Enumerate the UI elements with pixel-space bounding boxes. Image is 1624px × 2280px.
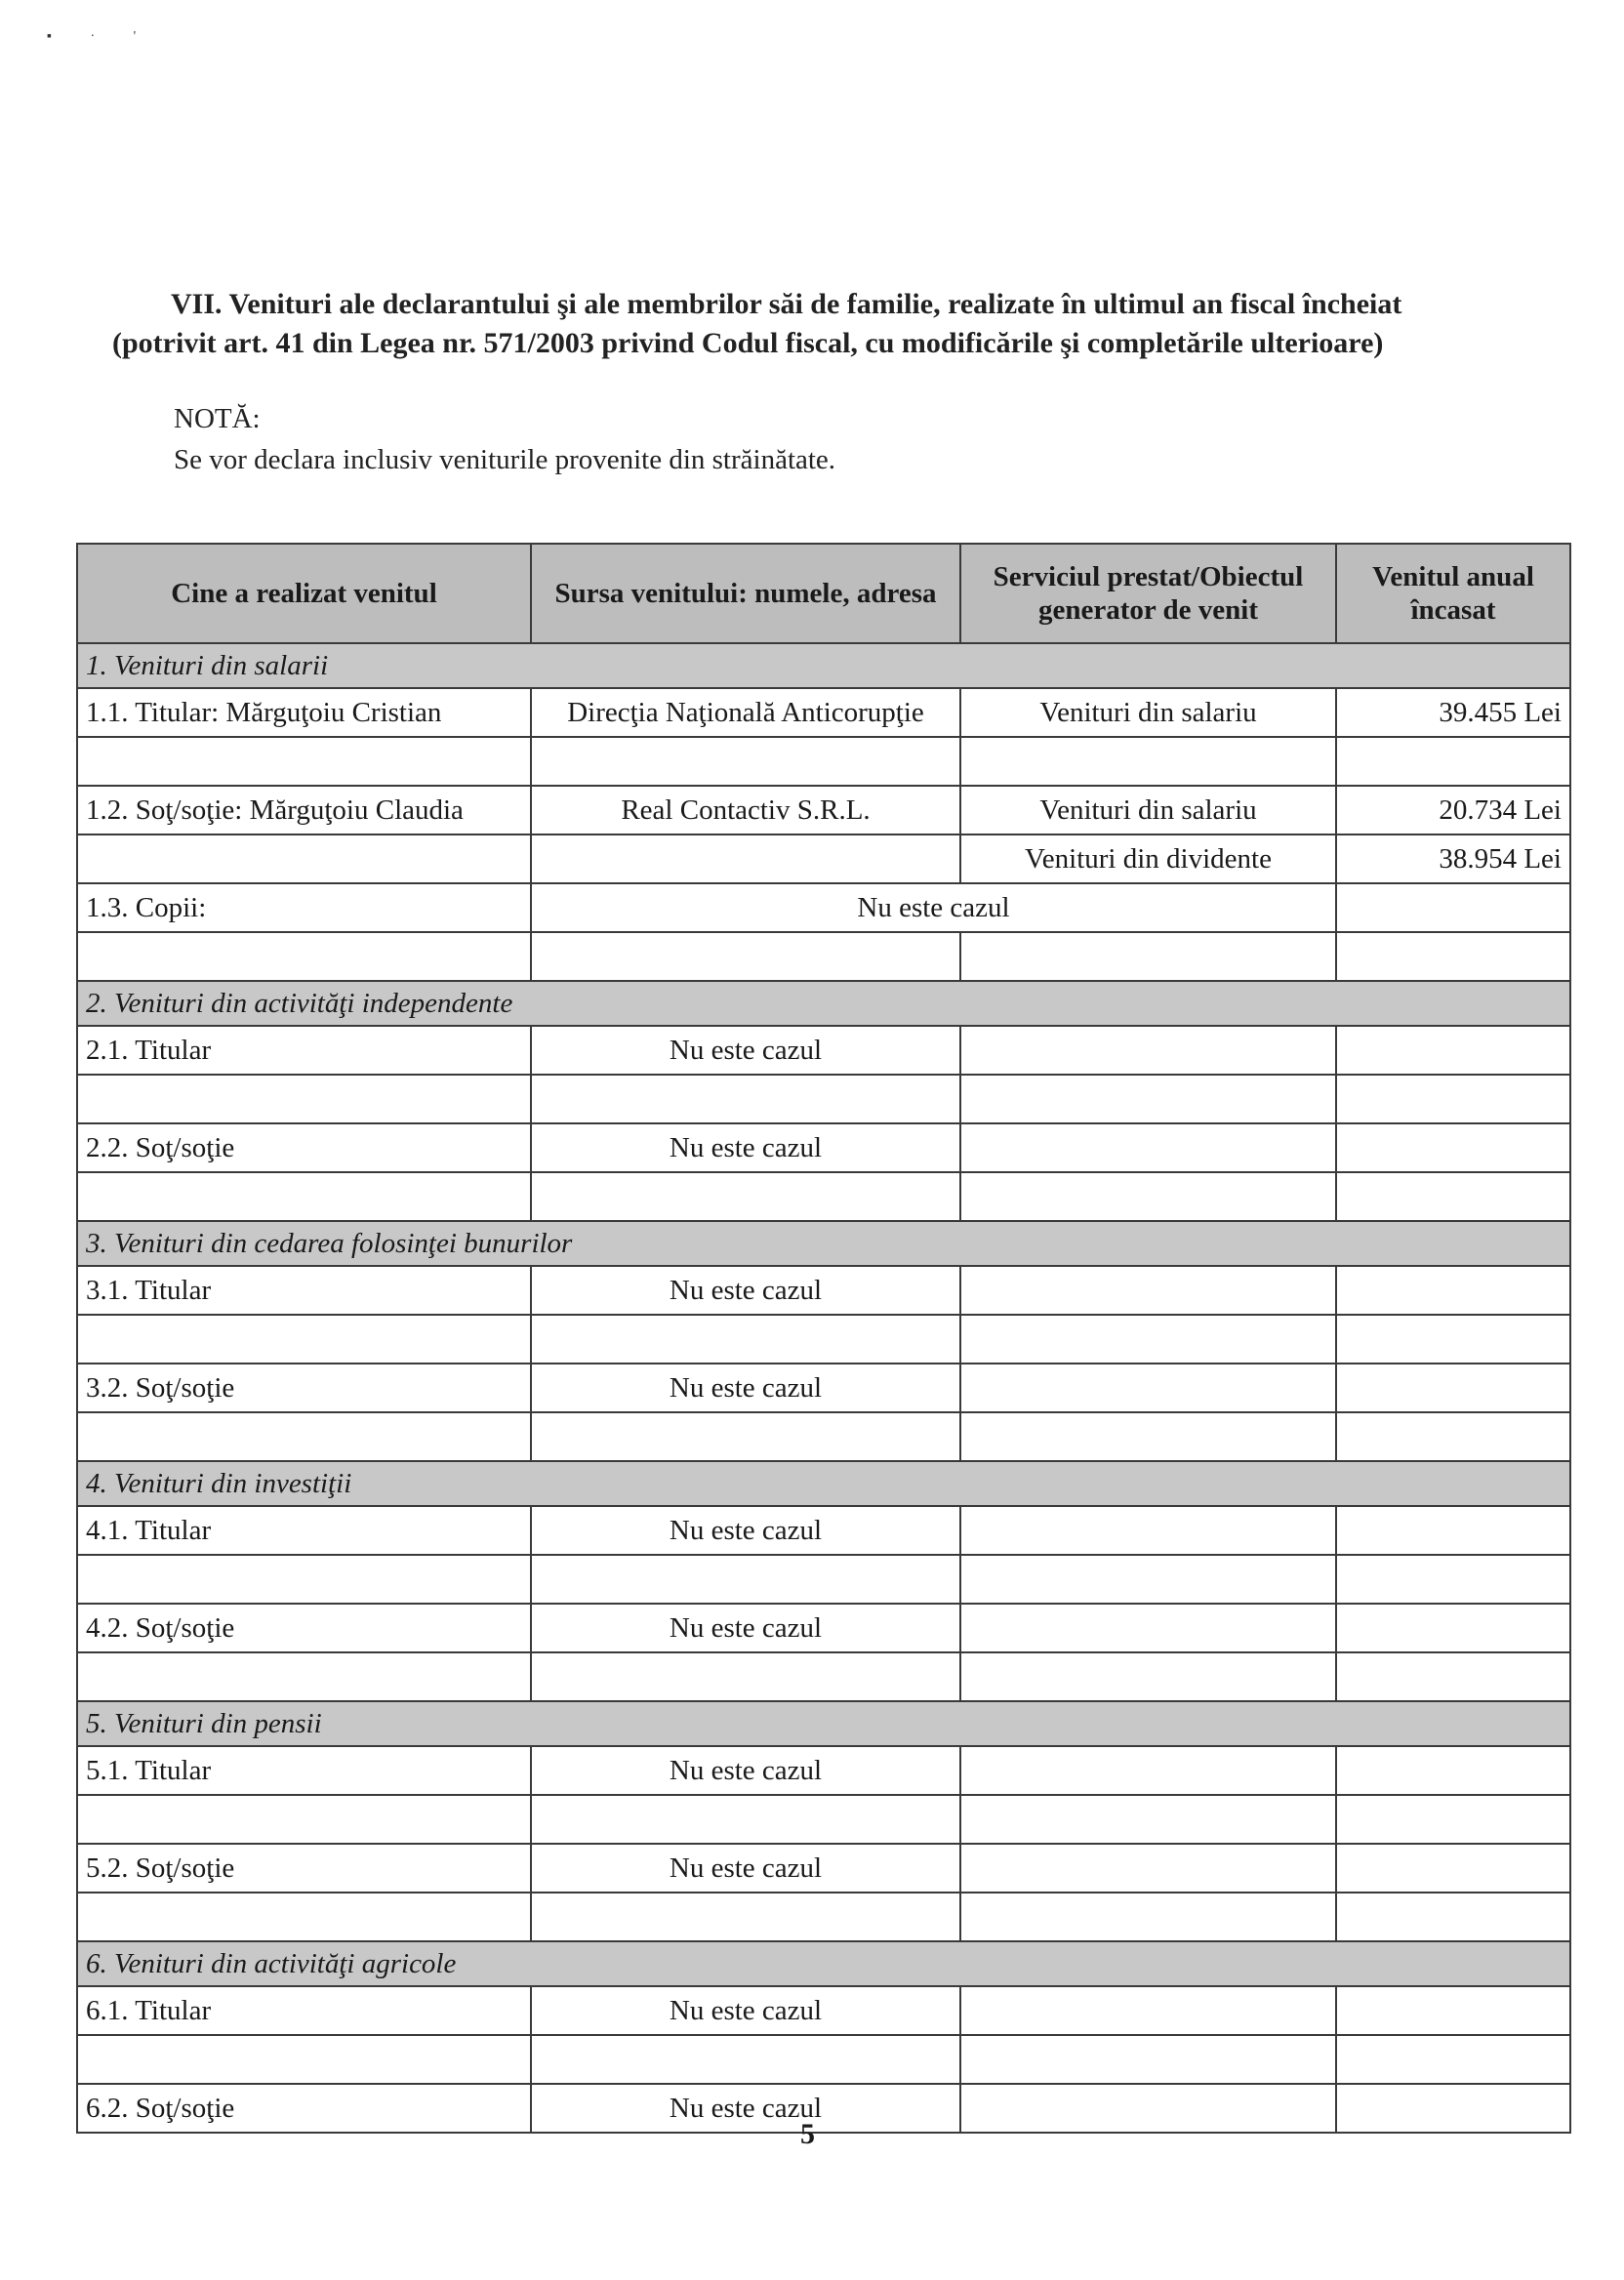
section-row bbox=[77, 1461, 1570, 1506]
table-row bbox=[77, 883, 1570, 932]
section-row bbox=[77, 1941, 1570, 1986]
table-row-blank bbox=[77, 1315, 1570, 1364]
source-cell: Nu este cazul bbox=[531, 2084, 960, 2133]
source-cell: Nu este cazul bbox=[531, 1746, 960, 1795]
section-title: 3. Venituri din cedarea folosinţei bunurilor bbox=[77, 1221, 1570, 1266]
service-cell: Venituri din salariu bbox=[960, 786, 1336, 835]
amount-cell: 38.954 Lei bbox=[1336, 835, 1570, 883]
amount-cell: 20.734 Lei bbox=[1336, 786, 1570, 835]
source-cell: Nu este cazul bbox=[531, 883, 1336, 932]
table-row bbox=[77, 688, 1570, 737]
section-row bbox=[77, 981, 1570, 1026]
who-cell: 2.1. Titular bbox=[77, 1026, 531, 1075]
source-cell: Nu este cazul bbox=[531, 1026, 960, 1075]
table-row-blank bbox=[77, 1555, 1570, 1604]
table-row-blank bbox=[77, 1795, 1570, 1844]
source-cell: Nu este cazul bbox=[531, 1506, 960, 1555]
source-cell: Direcţia Naţională Anticorupţie bbox=[531, 688, 960, 737]
section-row bbox=[77, 643, 1570, 688]
table-row bbox=[77, 1266, 1570, 1315]
section-title: 1. Venituri din salarii bbox=[77, 643, 1570, 688]
who-cell: 2.2. Soţ/soţie bbox=[77, 1123, 531, 1172]
section-heading-line2: (potrivit art. 41 din Legea nr. 571/2003 privind Codul fiscal, cu modificările şi completările ulterioare) bbox=[112, 327, 1384, 359]
section-row bbox=[77, 1221, 1570, 1266]
amount-cell: 39.455 Lei bbox=[1336, 688, 1570, 737]
source-cell: Nu este cazul bbox=[531, 1844, 960, 1893]
table-row bbox=[77, 1604, 1570, 1652]
header-service: Serviciul prestat/Obiectul generator de venit bbox=[960, 544, 1336, 643]
who-cell: 4.2. Soţ/soţie bbox=[77, 1604, 531, 1652]
who-cell: 3.2. Soţ/soţie bbox=[77, 1364, 531, 1412]
source-cell: Nu este cazul bbox=[531, 1123, 960, 1172]
source-cell: Nu este cazul bbox=[531, 1364, 960, 1412]
source-cell: Nu este cazul bbox=[531, 1604, 960, 1652]
who-cell: 3.1. Titular bbox=[77, 1266, 531, 1315]
who-cell: 1.2. Soţ/soţie: Mărguţoiu Claudia bbox=[77, 786, 531, 835]
header-amount: Venitul anual încasat bbox=[1336, 544, 1570, 643]
table-row bbox=[77, 1506, 1570, 1555]
header-source: Sursa venitului: numele, adresa bbox=[531, 544, 960, 643]
section-row bbox=[77, 1701, 1570, 1746]
section-title: 6. Venituri din activităţi agricole bbox=[77, 1941, 1570, 1986]
who-cell: 4.1. Titular bbox=[77, 1506, 531, 1555]
table-row-blank bbox=[77, 737, 1570, 786]
who-cell: 6.1. Titular bbox=[77, 1986, 531, 2035]
table-row-blank bbox=[77, 1075, 1570, 1123]
section-title: 2. Venituri din activităţi independente bbox=[77, 981, 1570, 1026]
table-row-blank bbox=[77, 1412, 1570, 1461]
source-cell: Real Contactiv S.R.L. bbox=[531, 786, 960, 835]
income-table bbox=[76, 543, 1571, 2134]
nota-label: NOTĂ: bbox=[174, 403, 261, 434]
section-heading-line1: VII. Venituri ale declarantului şi ale membrilor săi de familie, realizate în ultimul an fiscal încheiat bbox=[171, 288, 1402, 320]
table-row-blank bbox=[77, 1172, 1570, 1221]
source-cell: Nu este cazul bbox=[531, 1266, 960, 1315]
who-cell: 1.3. Copii: bbox=[77, 883, 531, 932]
table-row bbox=[77, 1746, 1570, 1795]
nota-text: Se vor declara inclusiv veniturile provenite din străinătate. bbox=[174, 444, 836, 475]
table-header-row bbox=[77, 544, 1570, 643]
who-cell: 5.1. Titular bbox=[77, 1746, 531, 1795]
table-row bbox=[77, 2084, 1570, 2133]
header-who: Cine a realizat venitul bbox=[77, 544, 531, 643]
section-title: 4. Venituri din investiţii bbox=[77, 1461, 1570, 1506]
table-row bbox=[77, 786, 1570, 835]
section-heading bbox=[112, 285, 1596, 363]
service-cell: Venituri din salariu bbox=[960, 688, 1336, 737]
who-cell: 5.2. Soţ/soţie bbox=[77, 1844, 531, 1893]
table-row bbox=[77, 1364, 1570, 1412]
table-row-blank bbox=[77, 1893, 1570, 1941]
nota-block bbox=[174, 398, 835, 480]
table-row bbox=[77, 1986, 1570, 2035]
table-row bbox=[77, 1844, 1570, 1893]
table-row bbox=[77, 835, 1570, 883]
table-row bbox=[77, 1123, 1570, 1172]
section-title: 5. Venituri din pensii bbox=[77, 1701, 1570, 1746]
scan-marks: ▪ · ' bbox=[47, 29, 154, 44]
who-cell: 6.2. Soţ/soţie bbox=[77, 2084, 531, 2133]
page-number: 5 bbox=[800, 2118, 815, 2150]
table-row bbox=[77, 1026, 1570, 1075]
who-cell: 1.1. Titular: Mărguţoiu Cristian bbox=[77, 688, 531, 737]
table-row-blank bbox=[77, 1652, 1570, 1701]
source-cell: Nu este cazul bbox=[531, 1986, 960, 2035]
service-cell: Venituri din dividente bbox=[960, 835, 1336, 883]
table-row-blank bbox=[77, 932, 1570, 981]
table-row-blank bbox=[77, 2035, 1570, 2084]
